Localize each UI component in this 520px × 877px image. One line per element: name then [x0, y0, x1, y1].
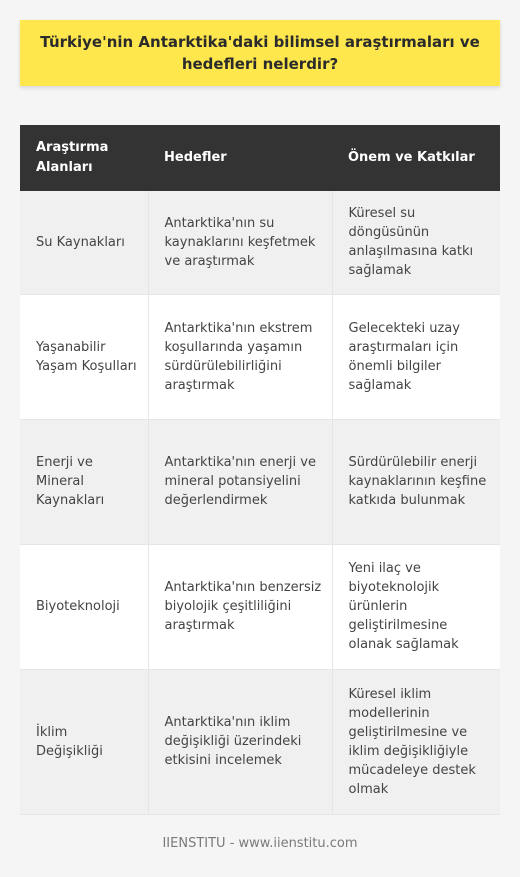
cell-importance: Küresel iklim modellerinin geliştirilmesine ve iklim değişikliğiyle mücadeleye destek olmak: [332, 669, 500, 814]
cell-goal: Antarktika'nın su kaynaklarını keşfetmek ve araştırmak: [148, 191, 332, 294]
cell-research-area: Yaşanabilir Yaşam Koşulları: [20, 294, 148, 419]
cell-goal: Antarktika'nın enerji ve mineral potansiyelini değerlendirmek: [148, 419, 332, 544]
title-banner: [20, 20, 500, 86]
cell-research-area: Su Kaynakları: [20, 191, 148, 294]
cell-research-area: Enerji ve Mineral Kaynakları: [20, 419, 148, 544]
cell-goal: Antarktika'nın benzersiz biyolojik çeşitliliğini araştırmak: [148, 544, 332, 669]
cell-importance: Küresel su döngüsünün anlaşılmasına katkı sağlamak: [332, 191, 500, 294]
cell-goal: Antarktika'nın iklim değişikliği üzerindeki etkisini incelemek: [148, 669, 332, 814]
research-table-container: [20, 125, 500, 815]
page-title: Türkiye'nin Antarktika'daki bilimsel araştırmaları ve hedefleri nelerdir?: [40, 33, 480, 73]
cell-research-area: Biyoteknoloji: [20, 544, 148, 669]
table-row: [20, 191, 500, 294]
table-header-row: [20, 125, 500, 191]
header-goals: Hedefler: [148, 125, 332, 191]
table-row: [20, 419, 500, 544]
cell-importance: Yeni ilaç ve biyoteknolojik ürünlerin geliştirilmesine olanak sağlamak: [332, 544, 500, 669]
cell-importance: Sürdürülebilir enerji kaynaklarının keşfine katkıda bulunmak: [332, 419, 500, 544]
research-table: [20, 125, 500, 815]
header-research-areas: Araştırma Alanları: [20, 125, 148, 191]
cell-research-area: İklim Değişikliği: [20, 669, 148, 814]
cell-goal: Antarktika'nın ekstrem koşullarında yaşamın sürdürülebilirliğini araştırmak: [148, 294, 332, 419]
table-row: [20, 294, 500, 419]
header-importance: Önem ve Katkılar: [332, 125, 500, 191]
table-row: [20, 669, 500, 814]
footer-credit: IIENSTITU - www.iienstitu.com: [162, 836, 358, 851]
table-row: [20, 544, 500, 669]
cell-importance: Gelecekteki uzay araştırmaları için önemli bilgiler sağlamak: [332, 294, 500, 419]
